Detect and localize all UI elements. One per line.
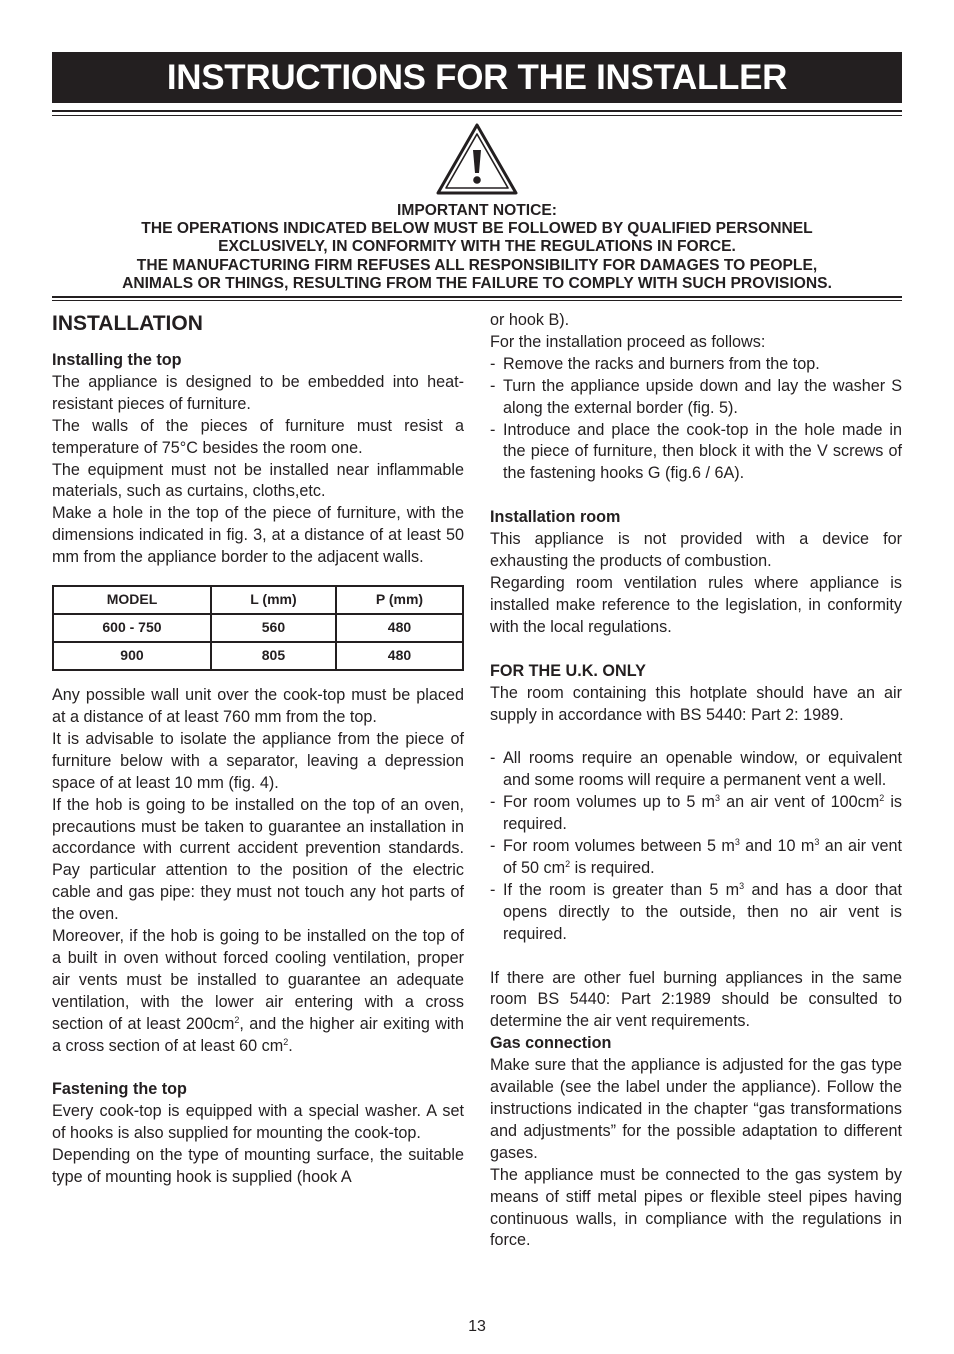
divider — [52, 115, 902, 116]
section-heading: INSTALLATION — [52, 312, 203, 335]
list-item-text: Introduce and place the cook-top in the hole made in the piece of furniture, then block it with the V screws of the fastening hooks G (fig.6 / 6A). — [503, 420, 902, 483]
superscript: 3 — [814, 837, 820, 848]
paragraph: Regarding room ventilation rules where appliance is installed make reference to the legislation, in conformity with the local regulations. — [490, 573, 902, 636]
list-item-text: Remove the racks and burners from the top. — [503, 354, 820, 373]
paragraph: The appliance is designed to be embedded into heat-resistant pieces of furniture. — [52, 372, 464, 413]
important-notice — [52, 202, 902, 293]
table-header: MODEL — [53, 586, 211, 614]
paragraph: If the hob is going to be installed on the top of an oven, precautions must be taken to guarantee an installation in accordance with current accident prevention standards. Pay particular attention to the position of the electric cable and gas pipe: they must not touch any hot parts of the oven. — [52, 795, 464, 924]
text: For room volumes between 5 m — [503, 837, 735, 856]
page-number: 13 — [468, 1318, 486, 1335]
superscript: 3 — [734, 837, 740, 848]
paragraph: The appliance must be connected to the gas system by means of stiff metal pipes or flexible steel pipes having continuous walls, in compliance with the regulations in force. — [490, 1165, 902, 1250]
paragraph: It is advisable to isolate the appliance from the piece of furniture below with a separator, leaving a depression space of at least 10 mm (fig. 4). — [52, 729, 464, 792]
paragraph: Make a hole in the top of the piece of furniture, with the dimensions indicated in fig. 3, at a distance of at least 50 mm from the appliance border to the adjacent walls. — [52, 504, 464, 567]
paragraph: The equipment must not be installed near inflammable materials, such as curtains, cloths,etc. — [52, 460, 464, 501]
table-cell: 805 — [211, 642, 336, 670]
list-item-text: Turn the appliance upside down and lay the washer S along the external border (fig. 5). — [503, 376, 902, 417]
superscript: 3 — [715, 793, 721, 804]
subheading: Fastening the top — [52, 1080, 187, 1099]
list-item: - For room volumes between 5 $m^3$ and 10 $m^3$ an air vent of 50 $cm^2$ is required. — [490, 836, 902, 880]
table-cell: 480 — [336, 614, 463, 642]
paragraph: Make sure that the appliance is adjusted for the gas type available (see the label under the appliance). Follow the instructions indicated in the chapter “gas transformations and adjustments” for the possible adaptation to different gases. — [490, 1056, 902, 1162]
superscript: 2 — [234, 1014, 240, 1025]
list-item-text — [503, 880, 902, 946]
table-header: L (mm) — [211, 586, 336, 614]
list-item-text — [503, 836, 902, 880]
divider — [52, 110, 902, 112]
list-item-text: All rooms require an openable window, or equivalent and some rooms will require a permanent vent a well. — [503, 749, 902, 790]
table-cell: 560 — [211, 614, 336, 642]
text: an air vent of 50 cm — [503, 837, 902, 877]
text: If the room is greater than 5 m — [503, 880, 740, 899]
paragraph — [52, 926, 464, 1057]
list-item: - Remove the racks and burners from the top. — [490, 354, 902, 376]
subheading: FOR THE U.K. ONLY — [490, 661, 646, 680]
right-column — [490, 310, 902, 1252]
paragraph: Depending on the type of mounting surface, the suitable type of mounting hook is supplied (hook A — [52, 1146, 464, 1187]
superscript: 2 — [565, 858, 571, 869]
table-header: P (mm) — [336, 586, 463, 614]
paragraph: If there are other fuel burning appliances in the same room BS 5440: Part 2:1989 should be consulted to determine the air vent requirements. — [490, 968, 902, 1031]
text: For room volumes up to 5 m — [503, 793, 716, 812]
superscript: 2 — [283, 1036, 289, 1047]
subheading: Installing the top — [52, 351, 182, 369]
notice-line: ANIMALS OR THINGS, RESULTING FROM THE FAILURE TO COMPLY WITH SUCH PROVISIONS. — [122, 274, 832, 292]
subheading: Gas connection — [490, 1034, 612, 1053]
page-title: INSTRUCTIONS FOR THE INSTALLER — [52, 52, 902, 103]
text: an air vent of 100cm — [720, 793, 880, 812]
divider — [52, 296, 902, 298]
paragraph: This appliance is not provided with a device for exhausting the products of combustion. — [490, 530, 902, 571]
text: . — [288, 1036, 293, 1055]
subheading: Installation room — [490, 508, 621, 527]
list-item: - Introduce and place the cook-top in the hole made in the piece of furniture, then block it with the V screws of the fastening hooks G (fig.6 / 6A). — [490, 420, 902, 486]
divider — [52, 300, 902, 301]
paragraph: For the installation proceed as follows: — [490, 332, 766, 351]
paragraph: The room containing this hotplate should have an air supply in accordance with BS 5440: Part 2: 1989. — [490, 683, 902, 724]
notice-line: THE OPERATIONS INDICATED BELOW MUST BE FOLLOWED BY QUALIFIED PERSONNEL — [141, 220, 813, 238]
superscript: 2 — [879, 793, 885, 804]
superscript: 3 — [739, 880, 745, 891]
text: Moreover, if the hob is going to be installed on the top of a built in oven without forced cooling ventilation, proper air vents must be installed to guarantee an adequate ventilation, with the lower air entering with a cross section of at least 200cm — [52, 927, 464, 1033]
text: is required. — [570, 858, 655, 877]
list-item: - All rooms require an openable window, or equivalent and some rooms will require a permanent vent a well. — [490, 748, 902, 792]
table-row — [53, 614, 463, 642]
text: is required. — [503, 793, 903, 834]
paragraph: Every cook-top is equipped with a special washer. A set of hooks is also supplied for mounting the cook-top. — [52, 1102, 464, 1143]
text: and has a door that opens directly to the outside, then no air vent is required. — [503, 880, 902, 943]
table-cell: 480 — [336, 642, 463, 670]
list-item: - If the room is greater than 5 $m^3$ and has a door that opens directly to the outside, then no air vent is required. — [490, 880, 902, 946]
table-row — [53, 642, 463, 670]
paragraph: or hook B). — [490, 311, 570, 329]
dimensions-table — [52, 585, 464, 671]
paragraph: Any possible wall unit over the cook-top must be placed at a distance of at least 760 mm from the top. — [52, 686, 464, 726]
notice-line: THE MANUFACTURING FIRM REFUSES ALL RESPONSIBILITY FOR DAMAGES TO PEOPLE, — [136, 256, 818, 274]
table-header-row — [53, 586, 463, 614]
table-cell: 900 — [53, 642, 211, 670]
list-item: - For room volumes up to 5 $m^3$ an air vent of $100cm^2$ is required. — [490, 792, 902, 836]
paragraph: The walls of the pieces of furniture must resist a temperature of 75°C besides the room one. — [52, 416, 464, 457]
notice-line: EXCLUSIVELY, IN CONFORMITY WITH THE REGULATIONS IN FORCE. — [218, 238, 736, 256]
text: and 10 m — [739, 837, 815, 856]
left-column — [52, 310, 464, 1189]
table-cell: 600 - 750 — [53, 614, 211, 642]
list-item: - Turn the appliance upside down and lay the washer S along the external border (fig. 5). — [490, 376, 902, 420]
list-item-text — [503, 792, 902, 836]
warning-triangle-icon — [435, 122, 519, 196]
notice-line: IMPORTANT NOTICE: — [397, 202, 557, 219]
text: , and the higher air exiting with a cross section of at least 60 cm — [52, 1014, 464, 1055]
